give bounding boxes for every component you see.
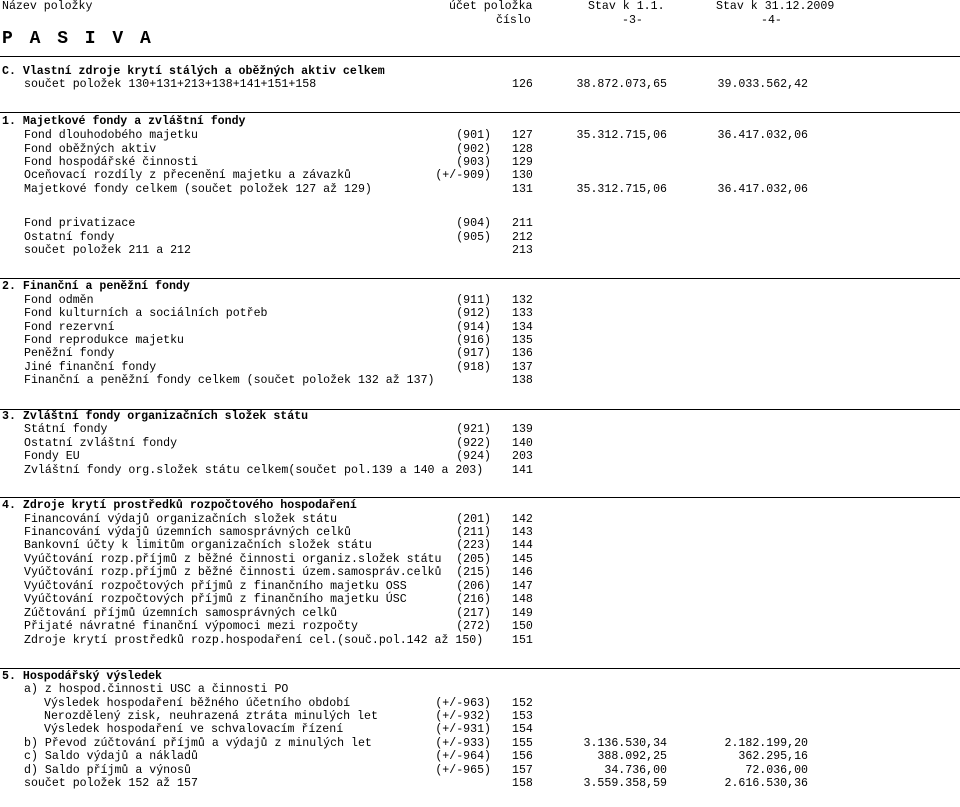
row-label: Vyúčtování rozpočtových příjmů z finančního majetku ÚSC [24,593,407,606]
section-heading-row [0,115,960,128]
table-row [0,143,960,156]
item-number: 150 [512,620,533,633]
value-start-of-year: 388.092,25 [597,750,667,763]
item-number: 148 [512,593,533,606]
row-label: Ostatní zvláštní fondy [24,437,178,450]
account-code: (211) [456,526,491,539]
account-code: (+/-965) [435,764,491,777]
row-label: Fond hospodářské činnosti [24,156,198,169]
table-row [0,321,960,334]
row-label: Majetkové fondy celkem (součet položek 127 až 129) [24,183,372,196]
section-divider [0,278,960,279]
table-row [0,607,960,620]
row-label: součet položek 152 až 157 [24,777,198,790]
account-code: (205) [456,553,491,566]
table-row [0,710,960,723]
table-row [0,156,960,169]
table-row [0,620,960,633]
item-number: 155 [512,737,533,750]
row-label: Fond odměn [24,294,94,307]
table-row [0,231,960,244]
value-end-of-year: 2.616.530,36 [724,777,808,790]
account-code: (914) [456,321,491,334]
row-label: Fondy EU [24,450,80,463]
account-code: (916) [456,334,491,347]
row-label: Výsledek hospodaření běžného účetního období [44,697,351,710]
table-row [0,539,960,552]
table-row [0,580,960,593]
table-row [0,169,960,182]
account-code: (902) [456,143,491,156]
section-heading: 1. Majetkové fondy a zvláštní fondy [2,115,246,128]
item-number: 154 [512,723,533,736]
section-heading: 2. Finanční a peněžní fondy [2,280,190,293]
item-number: 211 [512,217,533,230]
row-label: Jiné finanční fondy [24,361,157,374]
table-row [0,217,960,230]
header-number-sub: číslo [496,14,531,27]
value-start-of-year: 38.872.073,65 [576,78,667,91]
table-row [0,464,960,477]
header-item-name: Název položky [2,0,93,13]
item-number: 152 [512,697,533,710]
account-code: (904) [456,217,491,230]
value-start-of-year: 35.312.715,06 [576,129,667,142]
item-number: 134 [512,321,533,334]
item-number: 203 [512,450,533,463]
header-state-end: Stav k 31.12.2009 [716,0,835,13]
row-label: Oceňovací rozdíly z přecenění majetku a závazků [24,169,351,182]
row-label: c) Saldo výdajů a nákladů [24,750,198,763]
row-label: Fond reprodukce majetku [24,334,185,347]
row-label: Financování výdajů územních samosprávných celků [24,526,351,539]
row-label: Peněžní fondy [24,347,115,360]
item-number: 143 [512,526,533,539]
table-row [0,334,960,347]
value-end-of-year: 36.417.032,06 [717,183,808,196]
row-label: d) Saldo příjmů a výnosů [24,764,191,777]
account-code: (917) [456,347,491,360]
page-title: P A S I V A [2,29,154,49]
section-heading: 5. Hospodářský výsledek [2,670,163,683]
item-number: 127 [512,129,533,142]
header-col3-index: -3- [622,14,643,27]
value-start-of-year: 34.736,00 [604,764,667,777]
account-code: (272) [456,620,491,633]
row-label: b) Převod zúčtování příjmů a výdajů z minulých let [24,737,372,750]
row-label: Vyúčtování rozp.příjmů z běžné činnosti územ.samospráv.celků [24,566,442,579]
table-row [0,294,960,307]
item-number: 149 [512,607,533,620]
row-label: Státní fondy [24,423,108,436]
row-label: Vyúčtování rozp.příjmů z běžné činnosti organiz.složek státu [24,553,442,566]
item-number: 135 [512,334,533,347]
section-heading: 3. Zvláštní fondy organizačních složek státu [2,410,309,423]
header-state-start: Stav k 1.1. [588,0,665,13]
item-number: 157 [512,764,533,777]
row-label: Fond rezervní [24,321,115,334]
row-label: Fond kulturních a sociálních potřeb [24,307,268,320]
row-label: součet položek 211 a 212 [24,244,191,257]
table-row [0,750,960,763]
row-label: součet položek 130+131+213+138+141+151+158 [24,78,317,91]
account-code: (216) [456,593,491,606]
section-heading: C. Vlastní zdroje krytí stálých a oběžných aktiv celkem [2,65,385,78]
table-row [0,361,960,374]
account-code: (+/-964) [435,750,491,763]
table-row [0,129,960,142]
item-number: 212 [512,231,533,244]
account-code: (+/-933) [435,737,491,750]
table-row [0,553,960,566]
section-divider [0,668,960,669]
value-start-of-year: 3.136.530,34 [583,737,667,750]
account-code: (924) [456,450,491,463]
table-row [0,777,960,790]
account-code: (206) [456,580,491,593]
account-code: (922) [456,437,491,450]
item-number: 140 [512,437,533,450]
item-number: 158 [512,777,533,790]
header-col4-index: -4- [761,14,782,27]
value-end-of-year: 362.295,16 [738,750,808,763]
account-code: (201) [456,513,491,526]
account-code: (911) [456,294,491,307]
table-row [0,723,960,736]
item-number: 144 [512,539,533,552]
item-number: 153 [512,710,533,723]
row-label: Finanční a peněžní fondy celkem (součet položek 132 až 137) [24,374,435,387]
value-end-of-year: 39.033.562,42 [717,78,808,91]
account-code: (215) [456,566,491,579]
row-label: Zúčtování příjmů územních samosprávných celků [24,607,338,620]
account-code: (217) [456,607,491,620]
value-end-of-year: 2.182.199,20 [724,737,808,750]
table-row [0,697,960,710]
section-heading-row [0,65,960,78]
item-number: 151 [512,634,533,647]
table-row [0,423,960,436]
table-row [0,526,960,539]
table-row [0,183,960,196]
value-end-of-year: 36.417.032,06 [717,129,808,142]
item-number: 146 [512,566,533,579]
header-account-number: účet položka [449,0,533,13]
section-heading: 4. Zdroje krytí prostředků rozpočtového hospodaření [2,499,357,512]
value-end-of-year: 72.036,00 [745,764,808,777]
account-code: (918) [456,361,491,374]
item-number: 156 [512,750,533,763]
account-code: (+/-931) [435,723,491,736]
table-row [0,307,960,320]
account-code: (901) [456,129,491,142]
account-code: (+/-932) [435,710,491,723]
item-number: 129 [512,156,533,169]
item-number: 130 [512,169,533,182]
table-row [0,450,960,463]
table-row [0,634,960,647]
item-number: 139 [512,423,533,436]
table-row [0,347,960,360]
account-code: (223) [456,539,491,552]
section-divider [0,497,960,498]
item-number: 126 [512,78,533,91]
row-label: Výsledek hospodaření ve schvalovacím řízení [44,723,344,736]
table-row [0,593,960,606]
section-heading-row [0,670,960,683]
value-start-of-year: 35.312.715,06 [576,183,667,196]
divider [0,56,960,57]
account-code: (921) [456,423,491,436]
row-label: Zdroje krytí prostředků rozp.hospodaření cel.(souč.pol.142 až 150) [24,634,484,647]
section-heading-row [0,499,960,512]
row-label: Přijaté návratné finanční výpomoci mezi rozpočty [24,620,358,633]
account-code: (903) [456,156,491,169]
item-number: 131 [512,183,533,196]
row-label: Ostatní fondy [24,231,115,244]
section-heading-row [0,410,960,423]
table-row [0,566,960,579]
table-row [0,683,960,696]
table-row [0,737,960,750]
account-code: (+/-963) [435,697,491,710]
item-number: 141 [512,464,533,477]
item-number: 213 [512,244,533,257]
section-divider [0,112,960,113]
account-code: (905) [456,231,491,244]
row-label: Fond oběžných aktiv [24,143,157,156]
item-number: 142 [512,513,533,526]
value-start-of-year: 3.559.358,59 [583,777,667,790]
table-row [0,78,960,91]
row-label: Bankovní účty k limitům organizačních složek státu [24,539,372,552]
row-label: Financování výdajů organizačních složek státu [24,513,338,526]
row-label: Vyúčtování rozpočtových příjmů z finančního majetku OSS [24,580,407,593]
item-number: 132 [512,294,533,307]
account-code: (+/-909) [435,169,491,182]
table-row [0,513,960,526]
table-row [0,437,960,450]
row-label: Zvláštní fondy org.složek státu celkem(součet pol.139 a 140 a 203) [24,464,484,477]
table-row [0,244,960,257]
row-label: Fond privatizace [24,217,136,230]
item-number: 128 [512,143,533,156]
row-label: a) z hospod.činnosti USC a činnosti PO [24,683,289,696]
row-label: Nerozdělený zisk, neuhrazená ztráta minulých let [44,710,378,723]
table-row [0,374,960,387]
item-number: 136 [512,347,533,360]
item-number: 133 [512,307,533,320]
account-code: (912) [456,307,491,320]
item-number: 147 [512,580,533,593]
section-heading-row [0,280,960,293]
row-label: Fond dlouhodobého majetku [24,129,198,142]
item-number: 137 [512,361,533,374]
table-row [0,764,960,777]
item-number: 138 [512,374,533,387]
item-number: 145 [512,553,533,566]
